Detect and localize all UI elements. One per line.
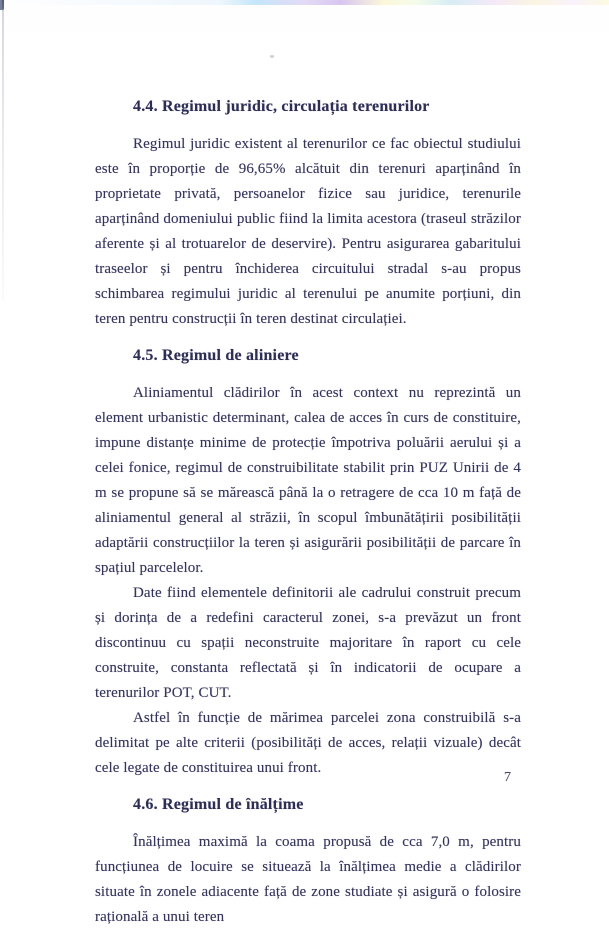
scan-corner-mark xyxy=(0,0,4,10)
section-heading-4-6: 4.6. Regimul de înălțime xyxy=(133,796,304,813)
paragraph: Regimul juridic existent al terenurilor ce fac obiectul studiului este în proporție de 96,65% alcătuit din terenuri aparținând în proprietate privată, persoanelor fizice sau juridice, terenurile aparținând domeniului public fiind la limita acestora (traseul străzilor aferente și al trotuarelor de deservire). Pentru asigurarea gabaritului traseelor și pentru închiderea circuitului stradal s-au propus schimbarea regimului juridic al terenului pe anumite porțiuni, din teren pentru construcții în teren destinat circulației. xyxy=(95,136,521,327)
section-regim-aliniere xyxy=(95,345,521,781)
paragraph: Astfel în funcție de mărimea parcelei zona construibilă s-a delimitat pe alte criterii (posibilități de acces, relații vizuale) decât cele legate de constituirea unui front. xyxy=(95,710,521,776)
paragraph: Înălțimea maximă la coama propusă de cca 7,0 m, pentru funcțiunea de locuire se situează la înălțimea medie a clădirilor situate în zonele adiacente față de zone studiate și asigură o folosire rațională a unui teren xyxy=(95,834,521,925)
scan-speck xyxy=(270,55,274,58)
section-heading-4-4: 4.4. Regimul juridic, circulația terenurilor xyxy=(133,98,430,115)
page-number: 7 xyxy=(504,770,511,785)
paragraph: Aliniamentul clădirilor în acest context nu reprezintă un element urbanistic determinant, calea de acces în curs de constituire, impune distanțe minime de protecție împotriva poluării aerului și a celei fonice, regimul de construibilitate stabilit prin PUZ Unirii de 4 m se propune să se mărească până la o retragere de cca 10 m față de aliniamentul general al străzii, în scopul îmbunătățirii posibilității adaptării construcțiilor la teren și asigurării posibilității de parcare în spațiul parcelelor. xyxy=(95,385,521,576)
section-regim-inaltime xyxy=(95,794,521,930)
document-content xyxy=(95,96,521,930)
scan-left-edge-artifact xyxy=(2,0,4,300)
section-heading-4-5: 4.5. Regimul de aliniere xyxy=(133,347,299,364)
scan-rainbow-artifact xyxy=(0,0,609,5)
section-regim-juridic xyxy=(95,96,521,332)
paragraph: Date fiind elementele definitorii ale cadrului construit precum și dorința de a redefini caracterul zonei, s-a prevăzut un front discontinuu cu spații neconstruite majoritare în raport cu cele construite, constanta reflectată și în indicatorii de ocupare a terenurilor POT, CUT. xyxy=(95,585,521,701)
